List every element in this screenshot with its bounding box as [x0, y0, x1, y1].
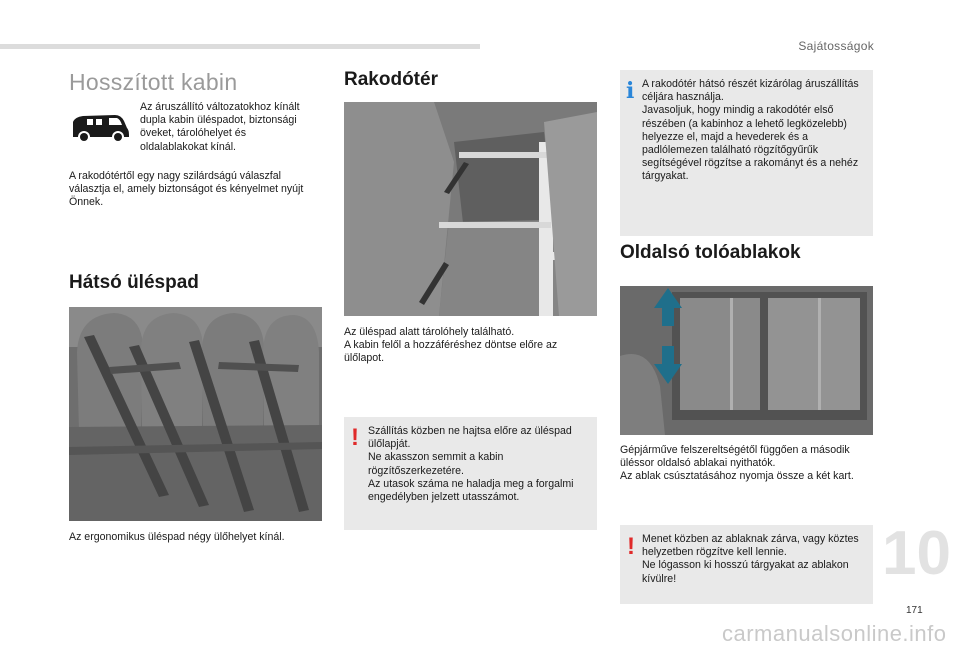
- watermark: carmanualsonline.info: [722, 621, 947, 646]
- info-line: A rakodótér hátsó részét kizárólag áruszállítás céljára használja.: [642, 78, 859, 104]
- van-icon: [69, 108, 131, 148]
- page-title: Hosszított kabin: [69, 69, 238, 95]
- warning-icon: !: [351, 424, 359, 451]
- window-warning-text: [642, 533, 868, 586]
- info-icon: i: [626, 78, 635, 104]
- sliding-window-caption: [620, 444, 873, 484]
- chapter-number: 10: [882, 519, 951, 588]
- rear-bench-title: Hátsó üléspad: [69, 272, 199, 293]
- cargo-title: Rakodótér: [344, 69, 438, 90]
- cargo-info-text: [642, 78, 868, 184]
- page-number: 171: [906, 605, 923, 616]
- rear-bench-caption: Az ergonomikus üléspad négy ülőhelyet kínál.: [69, 531, 285, 543]
- window-warning-box: [620, 525, 873, 604]
- rear-bench-photo: [69, 307, 322, 521]
- window-caption-line: Az ablak csúsztatásához nyomja össze a két kart.: [620, 470, 854, 483]
- warning-line: Ne akasszon semmit a kabin rögzítőszerkezetére.: [368, 451, 504, 477]
- cargo-caption: [344, 326, 594, 366]
- intro-text: Az áruszállító változatokhoz kínált dupla kabin üléspadot, biztonsági öveket, tárolóhelyet és oldalablakokat kínál.: [140, 101, 300, 153]
- cargo-photo: [344, 102, 597, 316]
- warning-line: Az utasok száma ne haladja meg a forgalmi engedélyben jelzett utasszámot.: [368, 477, 574, 504]
- window-caption-line: Gépjárműve felszereltségétől függően a második üléssor oldalsó ablakai nyithatók.: [620, 444, 850, 470]
- warning-line: Szállítás közben ne hajtsa előre az üléspad ülőlapját.: [368, 425, 572, 451]
- cargo-warning-text: [368, 425, 586, 504]
- sliding-windows-title: Oldalsó tolóablakok: [620, 242, 801, 263]
- sliding-window-photo: [620, 286, 873, 435]
- info-line: Javasoljuk, hogy mindig a rakodótér első részében (a kabinhoz a lehető legközelebb) helyezze el, majd a hevederek és a padlólemezen található rögzítőgyűrűk segítségével rögzítse a rakományt és a nehéz tárgyakat.: [642, 104, 859, 183]
- warning-icon: !: [627, 533, 635, 560]
- warning-line: Ne lógasson ki hosszú tárgyakat az ablakon kívülre!: [642, 559, 849, 585]
- header-bar: [0, 44, 480, 49]
- cargo-warning-box: [344, 417, 597, 530]
- section-label: Sajátosságok: [798, 39, 874, 53]
- intro-paragraph: A rakodótértől egy nagy szilárdságú válaszfal választja el, amely biztonságot és kényelmet nyújt Önnek.: [69, 170, 304, 209]
- cargo-info-box: [620, 70, 873, 236]
- cargo-caption-line: Az üléspad alatt tárolóhely található.: [344, 326, 515, 338]
- warning-line: Menet közben az ablaknak zárva, vagy köztes helyzetben rögzítve kell lennie.: [642, 533, 859, 559]
- cargo-caption-line: A kabin felől a hozzáféréshez döntse előre az ülőlapot.: [344, 339, 558, 365]
